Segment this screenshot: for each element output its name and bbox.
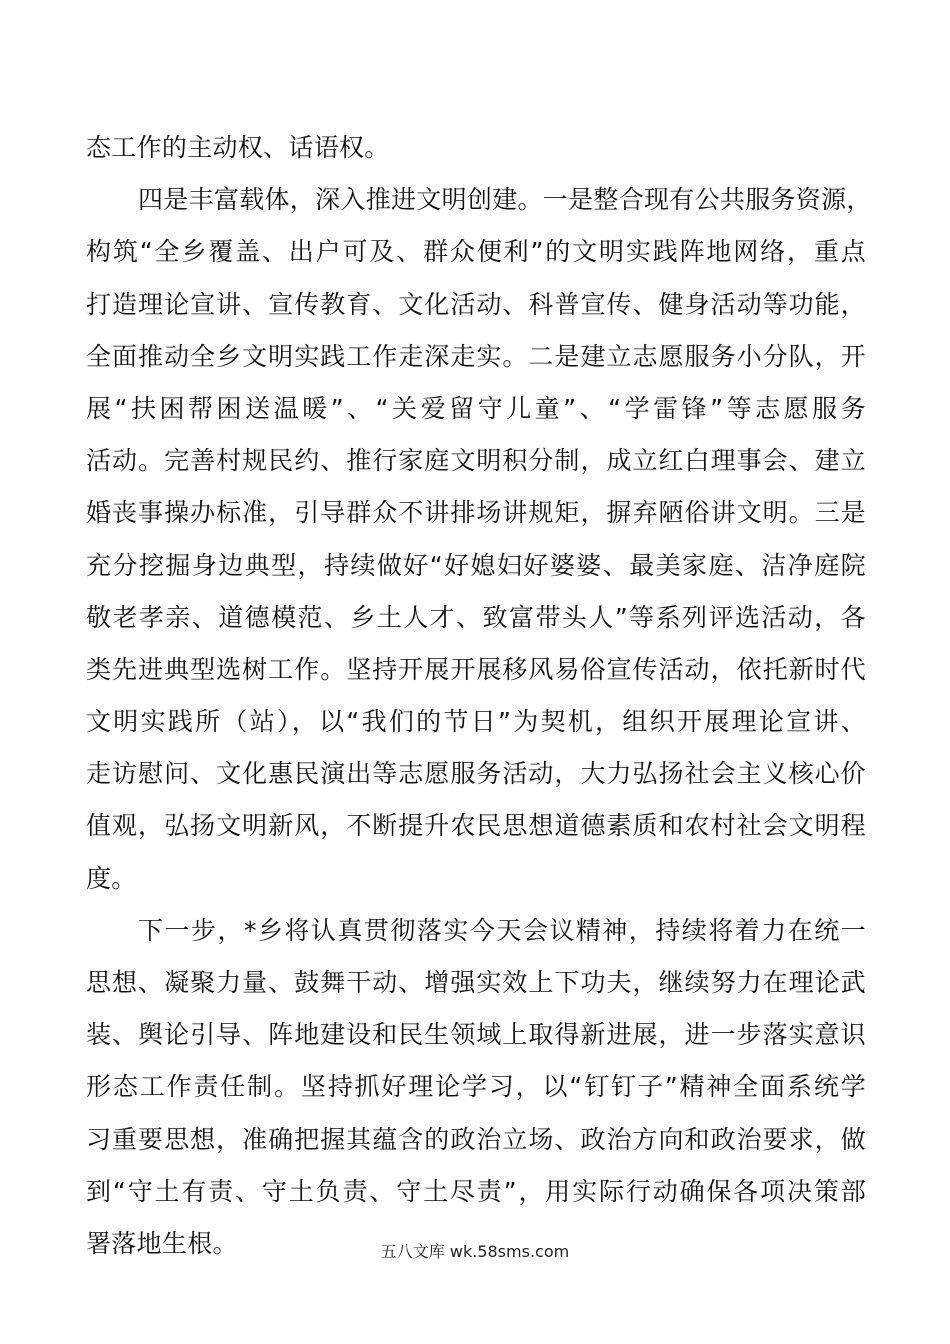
text-line: 婚丧事操办标准，引导群众不讲排场讲规矩，摒弃陋俗讲文明。三是 [86, 498, 866, 528]
text-line: 四是丰富载体，深入推进文明创建。一是整合现有公共服务资源， [138, 185, 872, 215]
text-line: 下一步，*乡将认真贯彻落实今天会议精神，持续将着力在统一 [138, 915, 866, 945]
text-line: 文明实践所（站），以“我们的节日”为契机，组织开展理论宣讲、 [86, 707, 866, 737]
text-line: 值观，弘扬文明新风，不断提升农民思想道德素质和农村社会文明程 [86, 811, 866, 841]
text-line: 习重要思想，准确把握其蕴含的政治立场、政治方向和政治要求，做 [86, 1124, 866, 1154]
text-line: 打造理论宣讲、宣传教育、文化活动、科普宣传、健身活动等功能， [86, 289, 866, 319]
text-line: 活动。完善村规民约、推行家庭文明积分制，成立红白理事会、建立 [86, 446, 866, 476]
text-line: 度。 [86, 863, 137, 893]
page-footer: 五八文库 wk.58sms.com [380, 1242, 570, 1261]
text-line: 到“守土有责、守土负责、守土尽责”，用实际行动确保各项决策部 [86, 1176, 866, 1206]
text-line: 形态工作责任制。坚持抓好理论学习，以“钉钉子”精神全面系统学 [86, 1072, 866, 1102]
text-line: 敬老孝亲、道德模范、乡土人才、致富带头人”等系列评选活动，各 [86, 602, 866, 632]
text-line: 思想、凝聚力量、鼓舞干动、增强实效上下功夫，继续努力在理论武 [86, 968, 866, 997]
document-body [86, 122, 872, 1270]
text-line: 装、舆论引导、阵地建设和民生领域上取得新进展，进一步落实意识 [86, 1020, 866, 1050]
text-line: 态工作的主动权、话语权。 [86, 133, 390, 162]
text-line: 署落地生根。 [86, 1228, 238, 1258]
text-line: 充分挖掘身边典型，持续做好“好媳妇好婆婆、最美家庭、洁净庭院 [86, 550, 866, 580]
text-line: 类先进典型选树工作。坚持开展开展移风易俗宣传活动，依托新时代 [86, 654, 866, 684]
text-line: 构筑“全乡覆盖、出户可及、群众便利”的文明实践阵地网络，重点 [86, 237, 866, 267]
text-line: 全面推动全乡文明实践工作走深走实。二是建立志愿服务小分队，开 [86, 341, 866, 371]
text-line: 走访慰问、文化惠民演出等志愿服务活动，大力弘扬社会主义核心价 [86, 759, 866, 789]
text-line: 展“扶困帮困送温暖”、“关爱留守儿童”、“学雷锋”等志愿服务 [86, 393, 866, 423]
